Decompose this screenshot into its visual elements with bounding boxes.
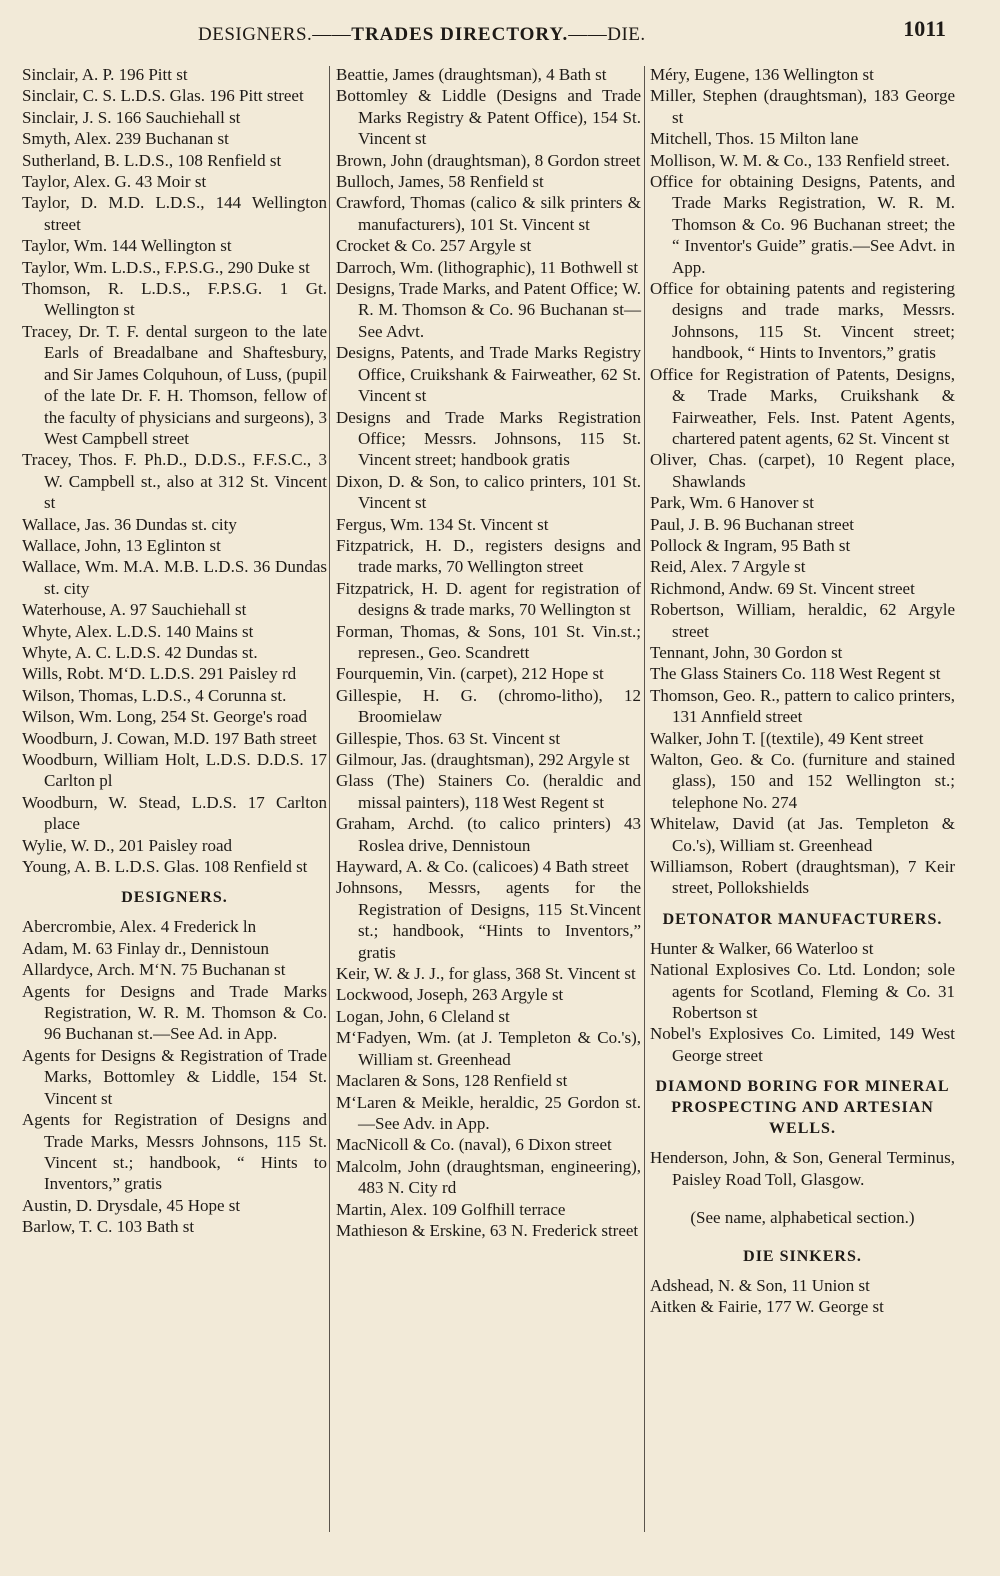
list-item: National Explosives Co. Ltd. London; sole agents for Scotland, Fleming & Co. 31 Robertson st <box>650 960 955 1023</box>
list-item: Young, A. B. L.D.S. Glas. 108 Renfield st <box>22 857 308 877</box>
column-3 <box>650 64 955 1317</box>
list-item: Whyte, Alex. L.D.S. 140 Mains st <box>22 621 254 641</box>
list-item: Gillespie, Thos. 63 St. Vincent st <box>336 728 561 748</box>
list-item: Martin, Alex. 109 Golfhill terrace <box>336 1199 566 1219</box>
list-item: Nobel's Explosives Co. Limited, 149 West George street <box>650 1024 955 1065</box>
list-item: Office for Registration of Patents, Designs, & Trade Marks, Cruikshank & Fairweather, Fels. Inst. Patent Agents, chartered patent agents, 62 St. Vincent st <box>650 364 955 448</box>
list-item: Williamson, Robert (draughtsman), 7 Keir street, Pollokshields <box>650 857 955 898</box>
list-item: Park, Wm. 6 Hanover st <box>650 493 814 513</box>
column-rule <box>329 66 330 1532</box>
list-item: Oliver, Chas. (carpet), 10 Regent place, Shawlands <box>650 450 955 491</box>
list-item: Logan, John, 6 Cleland st <box>336 1006 510 1026</box>
list-item: Keir, W. & J. J., for glass, 368 St. Vincent st <box>336 964 636 984</box>
list-item: Thomson, R. L.D.S., F.P.S.G. 1 Gt. Wellington st <box>22 279 327 320</box>
list-item: Reid, Alex. 7 Argyle st <box>650 557 806 577</box>
entry-list <box>650 64 955 899</box>
list-item: MacNicoll & Co. (naval), 6 Dixon street <box>336 1135 612 1155</box>
list-item: Paul, J. B. 96 Buchanan street <box>650 514 854 534</box>
list-item: Tracey, Thos. F. Ph.D., D.D.S., F.F.S.C., 3 W. Campbell st., also at 312 St. Vincent st <box>22 450 327 513</box>
list-item: M‘Fadyen, Wm. (at J. Templeton & Co.'s), William st. Greenhead <box>336 1028 641 1069</box>
list-item: Beattie, James (draughtsman), 4 Bath st <box>336 65 607 84</box>
page-number: 1011 <box>903 16 946 41</box>
list-item: Glass (The) Stainers Co. (heraldic and missal painters), 118 West Regent st <box>336 771 641 812</box>
list-item: Taylor, Alex. G. 43 Moir st <box>22 172 207 192</box>
list-item: Fourquemin, Vin. (carpet), 212 Hope st <box>336 664 604 684</box>
list-item: Fergus, Wm. 134 St. Vincent st <box>336 514 549 534</box>
list-item: Sinclair, J. S. 166 Sauchiehall st <box>22 107 241 127</box>
list-item: Barlow, T. C. 103 Bath st <box>22 1217 195 1237</box>
list-item: Agents for Registration of Designs and Trade Marks, Messrs Johnsons, 115 St. Vincent st.; handbook, “ Hints to Inventors,” gratis <box>22 1110 327 1194</box>
list-item: Bottomley & Liddle (Designs and Trade Marks Registry & Patent Office), 154 St. Vincent st <box>336 86 641 149</box>
list-item: Graham, Archd. (to calico printers) 43 Roslea drive, Dennistoun <box>336 814 641 855</box>
list-item: Forman, Thomas, & Sons, 101 St. Vin.st.; represen., Geo. Scandrett <box>336 621 641 662</box>
list-item: Pollock & Ingram, 95 Bath st <box>650 535 851 555</box>
list-item: Walton, Geo. & Co. (furniture and stained glass), 150 and 152 Wellington st.; telephone No. 274 <box>650 750 955 812</box>
list-item: Johnsons, Messrs, agents for the Registration of Designs, 115 St.Vincent st.; handbook, “Hints to Inventors,” gratis <box>336 878 641 962</box>
list-item: Mathieson & Erskine, 63 N. Frederick street <box>336 1220 639 1240</box>
list-item: Maclaren & Sons, 128 Renfield st <box>336 1071 568 1091</box>
list-item: Brown, John (draughtsman), 8 Gordon street <box>336 150 641 170</box>
column-rule <box>644 66 645 1532</box>
list-item: The Glass Stainers Co. 118 West Regent st <box>650 664 941 684</box>
diamond-boring-list <box>650 1147 955 1228</box>
detonator-list <box>650 938 955 1066</box>
list-item: Hunter & Walker, 66 Waterloo st <box>650 938 874 958</box>
list-item: Robertson, William, heraldic, 62 Argyle street <box>650 600 955 641</box>
list-item: Wilson, Thomas, L.D.S., 4 Corunna st. <box>22 685 287 705</box>
list-item: Henderson, John, & Son, General Terminus, Paisley Road Toll, Glasgow. <box>650 1148 955 1189</box>
list-item: Wills, Robt. M‘D. L.D.S. 291 Paisley rd <box>22 664 297 684</box>
list-item: Taylor, Wm. L.D.S., F.P.S.G., 290 Duke st <box>22 257 310 277</box>
running-head-center: TRADES DIRECTORY. <box>351 24 569 45</box>
list-item: Bulloch, James, 58 Renfield st <box>336 172 544 192</box>
section-heading-detonator: DETONATOR MANUFACTURERS. <box>662 910 943 928</box>
list-item: Wallace, Wm. M.A. M.B. L.D.S. 36 Dundas st. city <box>22 557 327 598</box>
list-item: Wylie, W. D., 201 Paisley road <box>22 835 233 855</box>
list-item: Designs and Trade Marks Registration Office; Messrs. Johnsons, 115 St. Vincent street; handbook gratis <box>336 407 641 470</box>
list-item: Office for obtaining Designs, Patents, and Trade Marks Registration, W. R. M. Thomson & Co. 96 Buchanan street; the “ Inventor's Guide” gratis.—See Advt. in App. <box>650 172 955 277</box>
list-item: Adshead, N. & Son, 11 Union st <box>650 1275 870 1295</box>
list-item: Smyth, Alex. 239 Buchanan st <box>22 129 229 149</box>
entry-list <box>22 64 327 877</box>
page-header <box>0 14 1000 54</box>
list-item: Woodburn, J. Cowan, M.D. 197 Bath street <box>22 728 317 748</box>
list-item: Fitzpatrick, H. D., registers designs and trade marks, 70 Wellington street <box>336 535 641 577</box>
list-item: Wallace, John, 13 Eglinton st <box>22 535 221 555</box>
list-item: M‘Laren & Meikle, heraldic, 25 Gordon st.—See Adv. in App. <box>336 1092 641 1133</box>
list-item: Designs, Patents, and Trade Marks Registry Office, Cruikshank & Fairweather, 62 St. Vincent st <box>336 343 641 406</box>
list-item: Taylor, Wm. 144 Wellington st <box>22 236 232 256</box>
list-item: Crawford, Thomas (calico & silk printers & manufacturers), 101 St. Vincent st <box>336 193 641 234</box>
section-heading-diamond-boring: DIAMOND BORING FOR MINERAL PROSPECTING AND ARTESIAN WELLS. <box>655 1078 950 1138</box>
list-item: Sinclair, C. S. L.D.S. Glas. 196 Pitt street <box>22 86 304 106</box>
list-item: Woodburn, William Holt, L.D.S. D.D.S. 17 Carlton pl <box>22 750 327 791</box>
list-item: Gilmour, Jas. (draughtsman), 292 Argyle st <box>336 750 630 769</box>
list-item: Malcolm, John (draughtsman, engineering), 483 N. City rd <box>336 1156 641 1198</box>
list-item: Thomson, Geo. R., pattern to calico printers, 131 Annfield street <box>650 685 955 727</box>
list-item: Sinclair, A. P. 196 Pitt st <box>22 65 188 84</box>
list-item: Wilson, Wm. Long, 254 St. George's road <box>22 707 308 727</box>
entry-list <box>336 64 641 1241</box>
list-item: Tracey, Dr. T. F. dental surgeon to the late Earls of Breadalbane and Shaftesbury, and Sir James Colquhoun, of Luss, (pupil of the late Dr. F. H. Thomson, fellow of the faculty of physicians and surgeons), 3 West Campbell street <box>22 321 327 448</box>
list-item: Whitelaw, David (at Jas. Templeton & Co.'s), William st. Greenhead <box>650 814 955 855</box>
section-heading-designers: DESIGNERS. <box>121 889 228 907</box>
list-item: Mitchell, Thos. 15 Milton lane <box>650 129 859 149</box>
list-item: Adam, M. 63 Finlay dr., Dennistoun <box>22 938 269 958</box>
section-heading-die-sinkers: DIE SINKERS. <box>743 1247 862 1265</box>
list-item: Miller, Stephen (draughtsman), 183 George st <box>650 86 955 127</box>
list-item: Whyte, A. C. L.D.S. 42 Dundas st. <box>22 642 258 662</box>
list-item: Aitken & Fairie, 177 W. George st <box>650 1296 884 1316</box>
column-1 <box>22 64 327 1238</box>
list-item: Allardyce, Arch. M‘N. 75 Buchanan st <box>22 960 286 980</box>
list-item: Lockwood, Joseph, 263 Argyle st <box>336 985 564 1005</box>
list-item: Abercrombie, Alex. 4 Frederick ln <box>22 917 257 937</box>
designers-list <box>22 916 327 1237</box>
list-item: Woodburn, W. Stead, L.D.S. 17 Carlton place <box>22 792 327 834</box>
list-item: Méry, Eugene, 136 Wellington st <box>650 65 874 84</box>
list-item: Tennant, John, 30 Gordon st <box>650 642 843 662</box>
running-head <box>198 24 646 46</box>
cross-reference-note: (See name, alphabetical section.) <box>690 1208 915 1228</box>
column-2 <box>336 64 641 1241</box>
list-item: Hayward, A. & Co. (calicoes) 4 Bath street <box>336 857 629 877</box>
list-item: Taylor, D. M.D. L.D.S., 144 Wellington street <box>22 193 327 234</box>
list-item: Gillespie, H. G. (chromo-litho), 12 Broomielaw <box>336 685 641 727</box>
list-item: Dixon, D. & Son, to calico printers, 101 St. Vincent st <box>336 471 641 513</box>
list-item: Waterhouse, A. 97 Sauchiehall st <box>22 600 247 620</box>
list-item: Designs, Trade Marks, and Patent Office; W. R. M. Thomson & Co. 96 Buchanan st—See Advt. <box>336 279 641 341</box>
list-item: Austin, D. Drysdale, 45 Hope st <box>22 1195 241 1215</box>
list-item: Richmond, Andw. 69 St. Vincent street <box>650 578 915 598</box>
list-item: Wallace, Jas. 36 Dundas st. city <box>22 514 237 534</box>
list-item: Crocket & Co. 257 Argyle st <box>336 236 532 256</box>
list-item: Fitzpatrick, H. D. agent for registration of designs & trade marks, 70 Wellington st <box>336 578 641 620</box>
list-item: Agents for Designs & Registration of Trade Marks, Bottomley & Liddle, 154 St. Vincent st <box>22 1045 327 1108</box>
list-item: Mollison, W. M. & Co., 133 Renfield street. <box>650 150 950 170</box>
list-item: Office for obtaining patents and registering designs and trade marks, Messrs. Johnsons, 115 St. Vincent street; handbook, “ Hints to Inventors,” gratis <box>650 279 955 363</box>
die-sinkers-list <box>650 1275 955 1318</box>
list-item: Sutherland, B. L.D.S., 108 Renfield st <box>22 150 282 170</box>
running-head-left: DESIGNERS.—— <box>198 24 352 45</box>
list-item: Walker, John T. [(textile), 49 Kent street <box>650 728 924 748</box>
list-item: Agents for Designs and Trade Marks Registration, W. R. M. Thomson & Co. 96 Buchanan st.—See Ad. in App. <box>22 981 327 1044</box>
list-item: Darroch, Wm. (lithographic), 11 Bothwell st <box>336 257 639 277</box>
running-head-right: ——DIE. <box>568 24 646 45</box>
